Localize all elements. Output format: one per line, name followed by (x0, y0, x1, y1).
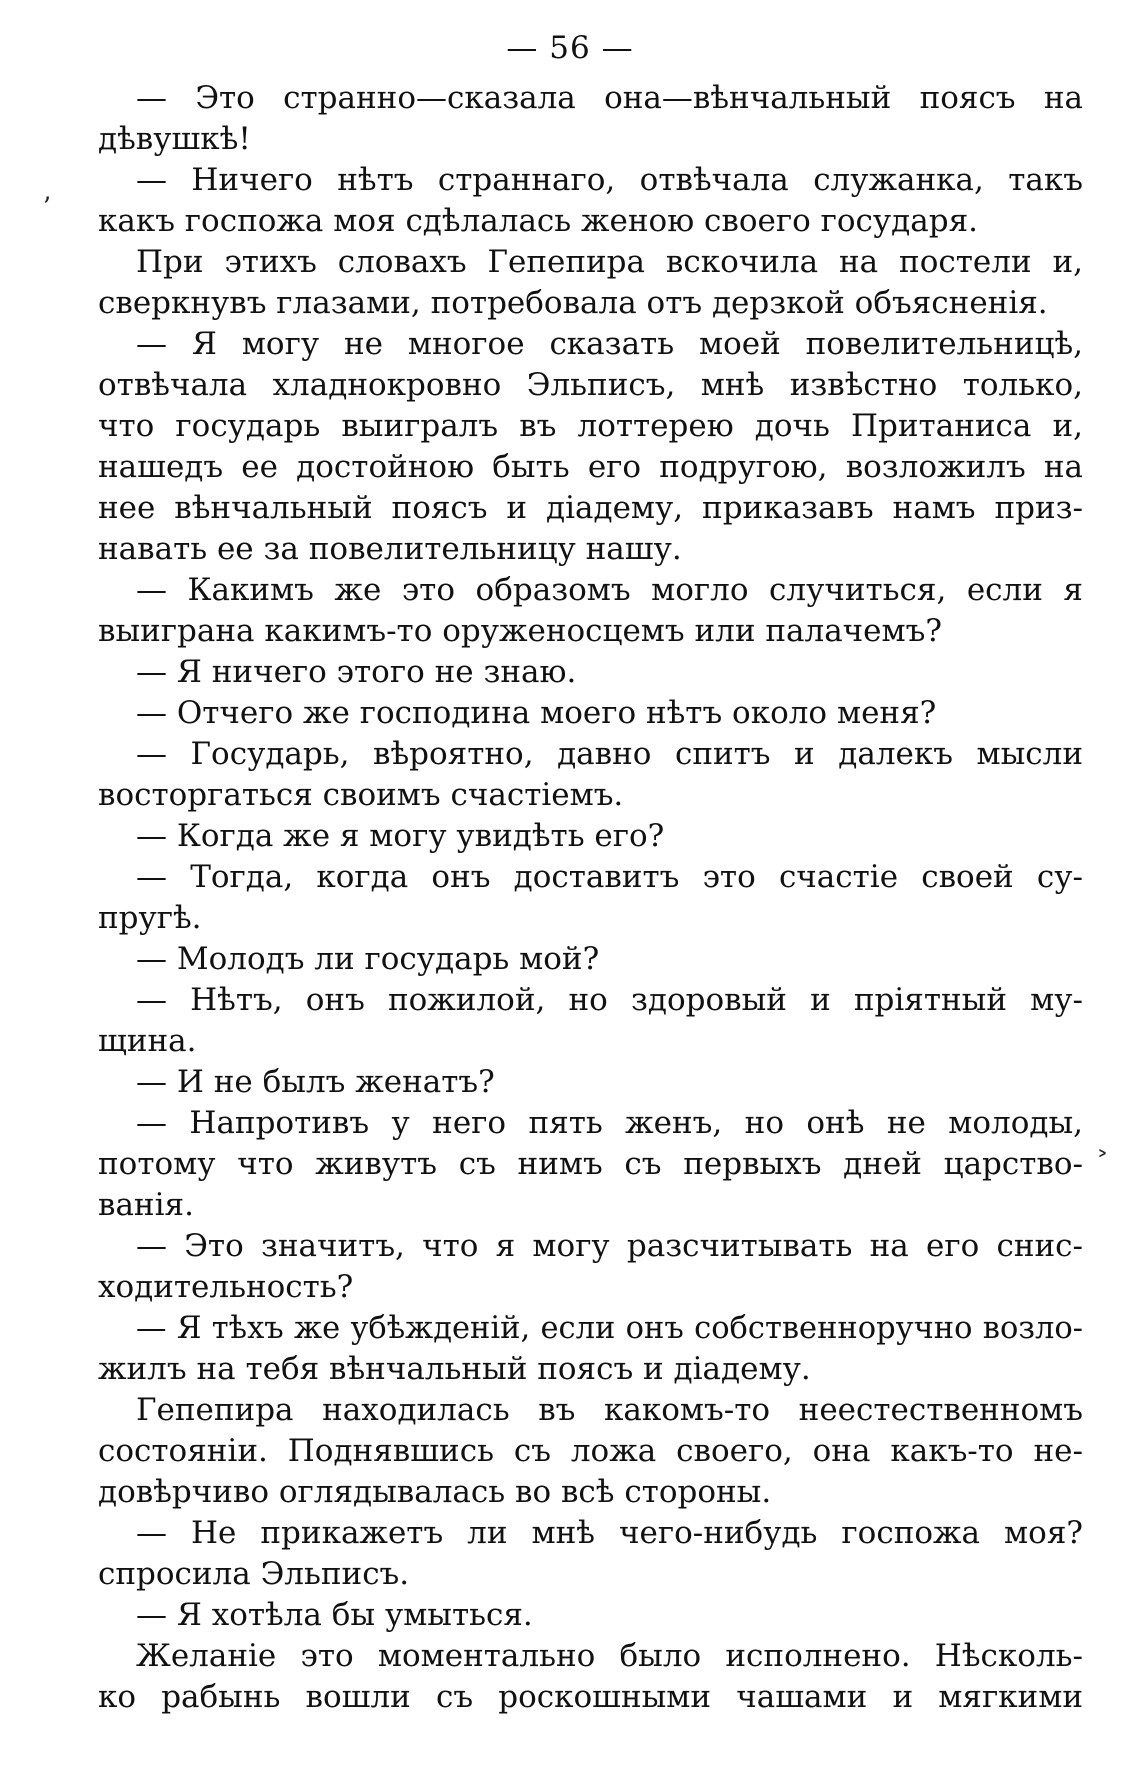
text-line: — Молодъ ли государь мой? (136, 941, 600, 977)
text-line: — Я могу не многое сказать моей повелительницѣ, (136, 326, 1083, 362)
text-line: При этихъ словахъ Гепепира вскочила на постели и, (136, 244, 1083, 280)
text-line: Гепепира находилась въ какомъ-то неестественномъ (136, 1392, 1083, 1428)
text-line: жилъ на тебя вѣнчальный поясъ и діадему. (98, 1351, 811, 1387)
text-line: спросила Эльписъ. (98, 1556, 410, 1592)
text-line: — Когда же я могу увидѣть его? (136, 818, 665, 854)
text-line: пругѣ. (98, 900, 202, 936)
text-line: восторгаться своимъ счастіемъ. (98, 777, 624, 813)
text-line: какъ госпожа моя сдѣлалась женою своего государя. (98, 203, 978, 239)
text-line: нее вѣнчальный поясъ и діадему, приказавъ намъ приз- (98, 490, 1083, 526)
text-line: — Это значитъ, что я могу разсчитывать на его снис- (136, 1228, 1083, 1264)
text-line: — Государь, вѣроятно, давно спитъ и далекъ мысли (136, 736, 1083, 772)
text-line: — Тогда, когда онъ доставитъ это счастіе своей су- (136, 859, 1083, 895)
text-line: сверкнувъ глазами, потребовала отъ дерзкой объясненія. (98, 285, 1048, 321)
text-line: — Я ничего этого не знаю. (136, 654, 577, 690)
text-line: нашедъ ее достойною быть его подругою, возложилъ на (98, 449, 1083, 485)
text-line: дѣвушкѣ! (98, 121, 251, 157)
text-line: — Не прикажетъ ли мнѣ чего-нибудь госпожа моя? (136, 1515, 1083, 1551)
text-line: — Ничего нѣтъ страннаго, отвѣчала служанка, такъ (136, 162, 1083, 198)
margin-mark: ʼ (42, 193, 51, 223)
page-number: — 56 — (506, 30, 634, 66)
text-line: навать ее за повелительницу нашу. (98, 531, 682, 567)
text-line: — Нѣтъ, онъ пожилой, но здоровый и пріятный му- (136, 982, 1083, 1018)
text-line: — Я хотѣла бы умыться. (136, 1597, 533, 1633)
text-line: что государь выигралъ въ лоттерею дочь Пританиса и, (98, 408, 1083, 444)
text-line: состояніи. Поднявшись съ ложа своего, она какъ-то не- (98, 1433, 1083, 1469)
text-line: Желаніе это моментально было исполнено. Нѣсколь- (136, 1638, 1083, 1674)
text-line: потому что живутъ съ нимъ съ первыхъ дней царство- (98, 1146, 1083, 1182)
text-line: — Это странно—сказала она—вѣнчальный поясъ на (136, 80, 1083, 116)
text-line: выиграна какимъ-то оруженосцемъ или палачемъ? (98, 613, 942, 649)
text-line: — Напротивъ у него пять женъ, но онѣ не молоды, (136, 1105, 1083, 1141)
text-line: щина. (98, 1023, 197, 1059)
margin-mark: ˃ (1096, 1148, 1109, 1178)
text-line: — Отчего же господина моего нѣтъ около меня? (136, 695, 937, 731)
body-text (98, 78, 1083, 1718)
text-line: — Какимъ же это образомъ могло случиться, если я (136, 572, 1083, 608)
text-line: отвѣчала хладнокровно Эльписъ, мнѣ извѣстно только, (98, 367, 1083, 403)
text-line: ко рабынь вошли съ роскошными чашами и мягкими (98, 1679, 1083, 1715)
text-line: ходительность? (98, 1269, 354, 1305)
text-line: — Я тѣхъ же убѣжденій, если онъ собственноручно возло- (136, 1311, 1083, 1346)
text-line: — И не былъ женатъ? (136, 1064, 495, 1100)
text-line: довѣрчиво оглядывалась во всѣ стороны. (98, 1474, 772, 1510)
text-line: ванія. (98, 1187, 194, 1223)
